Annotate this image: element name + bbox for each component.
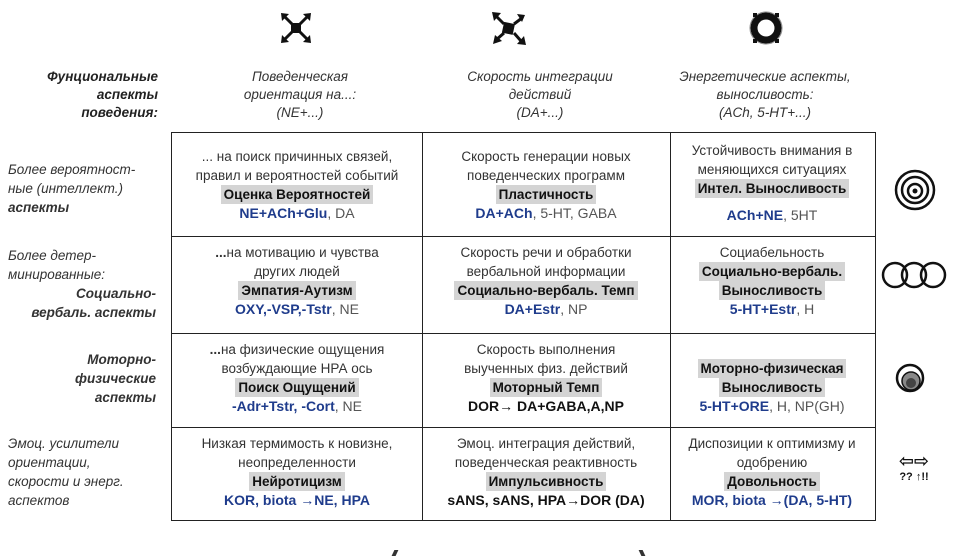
cell-title: Социально-вербаль. (699, 262, 845, 281)
cell-neurochem-rest: , 5-HT, GABA (532, 205, 617, 221)
cell-text: меняющихся ситуациях (697, 162, 847, 177)
row-header-line: ориентации, (8, 455, 91, 470)
corner-label-line: Фунциональные (47, 69, 158, 84)
cell-neurochem-main: ACh+NE (726, 207, 784, 223)
cell-title: Интел. Выносливость (695, 179, 850, 198)
table-cell-impulsivity (422, 434, 670, 510)
table-cell-social-verbal-endurance (670, 243, 874, 319)
cell-title: Эмпатия-Аутизм (238, 281, 355, 300)
cell-text: Эмоц. интеграция действий, (456, 436, 636, 451)
row-header-line: Моторно- (87, 352, 156, 367)
table-cell-probability-assessment (172, 147, 422, 223)
cell-text: Скорость речи и обработки (460, 245, 632, 260)
cell-title: Пластичность (496, 185, 597, 204)
cell-text: других людей (254, 264, 340, 279)
concentric-rings-icon (888, 160, 938, 210)
cell-neurochem-main: 5-HT+ORE (699, 398, 770, 414)
column-header-line: Поведенческая (252, 69, 348, 84)
table-cell-empathy-autism (172, 243, 422, 319)
cell-text: правил и вероятностей событий (195, 168, 399, 183)
cell-text: Устойчивость внимания в (691, 143, 853, 158)
cell-neurochem-main: -Adr+Tstr, -Cort (231, 398, 335, 414)
row-header-line: аспекты (8, 200, 70, 215)
cell-text: Скорость генерации новых (461, 149, 631, 164)
row-header-line: аспекты (94, 390, 156, 405)
row-header-line: Эмоц. усилители (8, 436, 120, 451)
table-cell-satisfaction (670, 434, 874, 510)
thick-ring-icon (748, 10, 784, 46)
cell-text: вербальной информации (466, 264, 626, 279)
cell-neurochem-main: DA+ACh (475, 205, 533, 221)
cell-neurochem-main: DOR→ DA+GABA,A,NP (468, 398, 624, 414)
row-header-line: ные (интеллект.) (8, 181, 123, 196)
cell-text: Диспозиции к оптимизму и (688, 436, 856, 451)
column-header-line: (NE+...) (276, 105, 324, 120)
table-cell-plasticity (422, 147, 670, 223)
cell-neurochem-main: sANS, sANS, HPA→DOR (DA) (447, 492, 645, 508)
row-header-motor (8, 350, 156, 407)
cell-neurochem-main: KOR, biota →NE, HPA (224, 492, 370, 508)
cell-title: Оценка Вероятностей (221, 185, 374, 204)
aspects-table (171, 132, 876, 521)
column-header-speed (440, 68, 640, 122)
cell-text: Скорость выполнения (476, 342, 616, 357)
table-divider (172, 333, 875, 334)
row-header-social (8, 246, 156, 322)
cell-title: Социально-вербаль. Темп (454, 281, 637, 300)
cell-neurochem-main: NE+ACh+Glu (239, 205, 328, 221)
bottom-edge-mark (639, 550, 646, 556)
cell-text: Социабельность (719, 245, 825, 260)
table-cell-intellectual-endurance (670, 141, 874, 225)
cell-neurochem-rest: , H (796, 301, 815, 317)
cell-neurochem-main: MOR, biota →(DA, 5-HT) (691, 492, 853, 508)
corner-label-line: поведения: (81, 105, 158, 120)
cell-text: ...на мотивацию и чувства (215, 245, 379, 260)
arrows-signs-icon: ⇦⇨ ?? ↑!! (884, 452, 944, 484)
column-header-line: Скорость интеграции (467, 69, 613, 84)
row-header-line: аспектов (8, 493, 70, 508)
row-header-line: физические (75, 371, 156, 386)
column-header-line: (DA+...) (516, 105, 564, 120)
three-linked-rings-icon (880, 260, 948, 290)
cell-title: Поиск Ощущений (235, 378, 358, 397)
row-header-line: Более детер- (8, 248, 96, 263)
row-header-line: Социально- (76, 286, 156, 301)
cell-title: Моторно-физическая (698, 359, 847, 378)
cell-text: выученных физ. действий (464, 361, 628, 376)
table-cell-sensation-seeking (172, 340, 422, 416)
table-cell-social-verbal-tempo (422, 243, 670, 319)
cell-neurochem-main: DA+Estr (504, 301, 561, 317)
cell-neurochem-rest: , NE (334, 398, 363, 414)
cell-title: Нейротицизм (249, 472, 345, 491)
corner-label-line: аспекты (96, 87, 158, 102)
table-divider (172, 236, 875, 237)
corner-label (20, 68, 158, 122)
four-arrows-tilted-icon (491, 10, 527, 46)
cell-text: поведенческая реактивность (454, 455, 638, 470)
row-header-line: скорости и энерг. (8, 474, 124, 489)
cell-neurochem-main: 5-HT+Estr (729, 301, 797, 317)
cell-title: Импульсивность (486, 472, 607, 491)
column-header-line: ориентация на...: (243, 87, 357, 102)
column-header-orientation (210, 68, 390, 122)
column-header-line: (ACh, 5-HT+...) (719, 105, 811, 120)
row-header-emotional (8, 434, 156, 510)
cell-text: ... на поиск причинных связей, (201, 149, 393, 164)
column-header-line: Энергетические аспекты, (679, 69, 851, 84)
shaded-ball-icon (894, 362, 926, 394)
table-divider (172, 427, 875, 428)
cell-neurochem-rest: , 5HT (783, 207, 818, 223)
cell-neurochem-rest: , NP (560, 301, 588, 317)
table-cell-neuroticism (172, 434, 422, 510)
column-header-line: действий (508, 87, 572, 102)
row-header-line: Более вероятност- (8, 162, 136, 177)
cell-title: Выносливость (719, 378, 826, 397)
cell-text: одобрению (736, 455, 808, 470)
cell-text: возбуждающие НРА ось (221, 361, 373, 376)
bottom-edge-mark (392, 550, 399, 556)
row-header-probabilistic (8, 160, 156, 217)
column-header-energy (665, 68, 865, 122)
cell-neurochem-main: OXY,-VSP,-Tstr (235, 301, 332, 317)
cell-text: поведенческих программ (467, 168, 625, 183)
cell-title: Моторный Темп (490, 378, 603, 397)
cell-neurochem-rest: , H, NP(GH) (769, 398, 845, 414)
table-cell-motor-endurance (670, 359, 874, 416)
cell-title: Выносливость (719, 281, 826, 300)
row-header-line: минированные: (8, 267, 106, 282)
cell-neurochem-rest: , DA (327, 205, 355, 221)
cell-title: Довольность (724, 472, 820, 491)
column-header-line: выносливость: (716, 87, 814, 102)
table-cell-motor-tempo (422, 340, 670, 416)
cell-text: неопределенности (238, 455, 356, 470)
arrows-signs-text: ?? ↑!! (899, 471, 929, 483)
row-header-line: вербаль. аспекты (31, 305, 156, 320)
four-arrows-inward-icon (280, 12, 312, 44)
cell-neurochem-rest: , NE (331, 301, 359, 317)
cell-text: ...на физические ощущения (209, 342, 385, 357)
cell-text: Низкая термимость к новизне, (201, 436, 393, 451)
